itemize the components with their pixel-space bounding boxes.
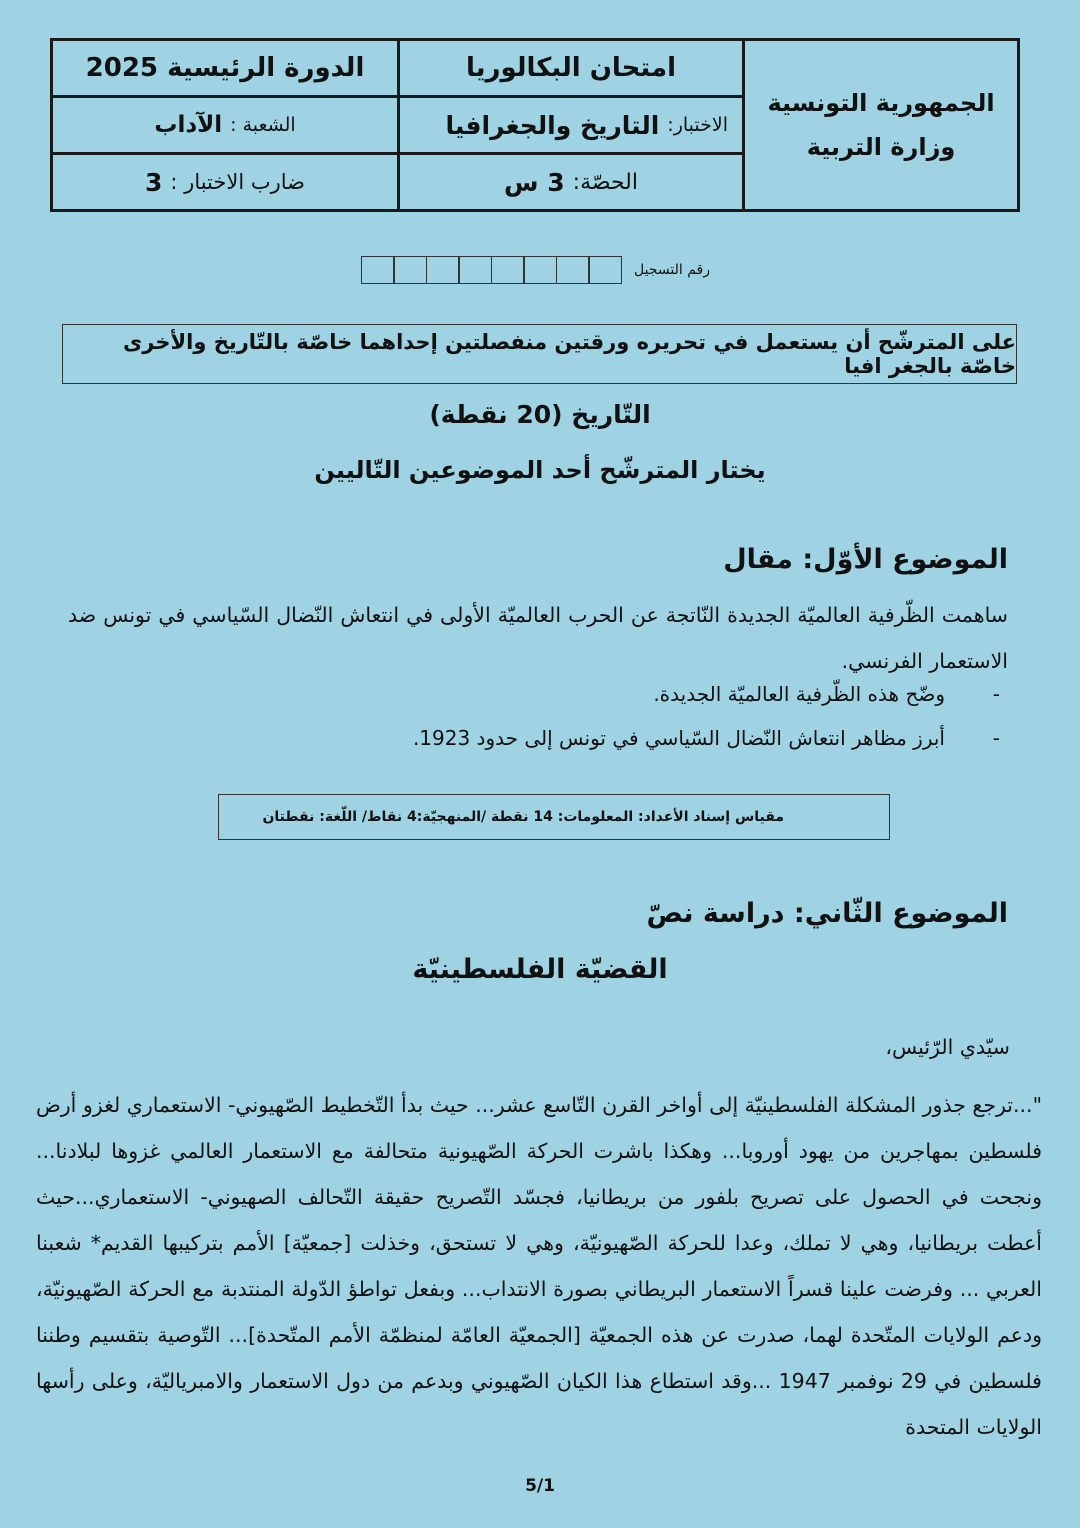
rubric-text: مقياس إسناد الأعداد: المعلومات: 14 نقطة /المنهجيّة:4 نقاط/ اللّغة: نقطتان	[262, 809, 784, 825]
coefficient	[53, 155, 397, 209]
history-title: التّاريخ (20 نقطة)	[429, 400, 651, 429]
subject1-title: الموضوع الأوّل: مقال	[723, 544, 1008, 575]
header-table	[50, 38, 1020, 212]
registration-number	[380, 254, 710, 286]
instruction-box	[62, 324, 1017, 384]
duration-value: 3 س	[504, 167, 565, 197]
exam-title: امتحان البكالوريا	[400, 41, 742, 98]
page-number: 5/1	[525, 1476, 555, 1496]
list-item: -أبرز مظاهر انتعاش النّضال السّياسي في تونس إلى حدود 1923.	[412, 726, 1000, 750]
test-label: الاختبار:	[667, 114, 728, 136]
registration-digit-box[interactable]	[556, 256, 590, 284]
header-institution	[742, 41, 1017, 209]
header-session-info	[53, 41, 397, 209]
subject2-title: الموضوع الثّاني: دراسة نصّ	[646, 898, 1008, 929]
ministry-name: وزارة التربية	[806, 133, 956, 161]
subject1-bullets	[100, 672, 1000, 760]
session-title: الدورة الرئيسية 2025	[53, 41, 397, 98]
branch-value: الآداب	[154, 112, 223, 138]
instruction-text: على المترشّح أن يستعمل في تحريره ورقتين منفصلتين إحداهما خاصّة بالتّاريخ والأخرى خاصّة بالجغر افيا	[123, 330, 1016, 378]
registration-digit-box[interactable]	[458, 256, 492, 284]
branch-label: الشعبة :	[230, 114, 296, 136]
registration-digit-box[interactable]	[393, 256, 427, 284]
coef-value: 3	[145, 167, 163, 197]
text-title: القضيّة الفلسطينيّة	[412, 954, 668, 985]
duration	[400, 155, 742, 209]
test-value: التاريخ والجغرافيا	[445, 110, 660, 140]
choose-instruction: يختار المترشّح أحد الموضوعين التّاليين	[314, 456, 766, 484]
test-subject	[400, 98, 742, 155]
registration-digit-box[interactable]	[426, 256, 460, 284]
duration-label: الحصّة:	[572, 169, 638, 195]
registration-digit-box[interactable]	[523, 256, 557, 284]
registration-digit-box[interactable]	[491, 256, 525, 284]
registration-digit-box[interactable]	[361, 256, 395, 284]
registration-digit-box[interactable]	[588, 256, 622, 284]
coef-label: ضارب الاختبار :	[170, 170, 305, 194]
subject1-text: ساهمت الظّرفية العالميّة الجديدة النّاتجة عن الحرب العالميّة الأولى في انتعاش النّضال السّياسي في تونس ضد الاستعمار الفرنسي.	[68, 603, 1008, 673]
header-exam-info	[397, 41, 742, 209]
grading-rubric	[218, 794, 890, 840]
text-body: "...ترجع جذور المشكلة الفلسطينيّة إلى أواخر القرن التّاسع عشر... حيث بدأ التّخطيط الصّهيوني- الاستعماري لغزو أرض فلسطين بمهاجرين من يهود أوروبا... وهكذا باشرت الحركة الصّهيونية متحالفة مع الاستعمار العالمي غزوها لبلادنا... ونجحت في الحصول على تصريح بلفور من بريطانيا، فجسّد التّصريح حقيقة التّحالف الصهيوني- الاستعماري...حيث أعطت بريطانيا، وهي لا تملك، وعدا للحركة الصّهيونيّة، وهي لا تستحق، وخذلت [جمعيّة] الأمم بتركيبها القديم* شعبنا العربي ... وفرضت علينا قسراً الاستعمار البريطاني بصورة الانتداب... وبفعل تواطؤ الدّولة المنتدبة مع الحركة الصّهيونيّة، ودعم الولايات المتّحدة لهما، صدرت عن هذه الجمعيّة [الجمعيّة العامّة لمنظمّة الأمم المتّحدة]... التّوصية بتقسيم وطننا فلسطين في 29 نوفمبر 1947 ...وقد استطاع هذا الكيان الصّهيوني وبدعم من دول الاستعمار والامبرياليّة، وعلى رأسها الولايات المتحدة	[36, 1093, 1042, 1439]
registration-boxes[interactable]	[362, 256, 622, 284]
country-name: الجمهورية التونسية	[767, 89, 995, 117]
registration-label: رقم التسجيل	[634, 262, 710, 278]
branch	[53, 98, 397, 155]
salutation: سيّدي الرّئيس،	[885, 1035, 1010, 1059]
list-item: -وضّح هذه الظّرفية العالميّة الجديدة.	[653, 682, 1000, 706]
